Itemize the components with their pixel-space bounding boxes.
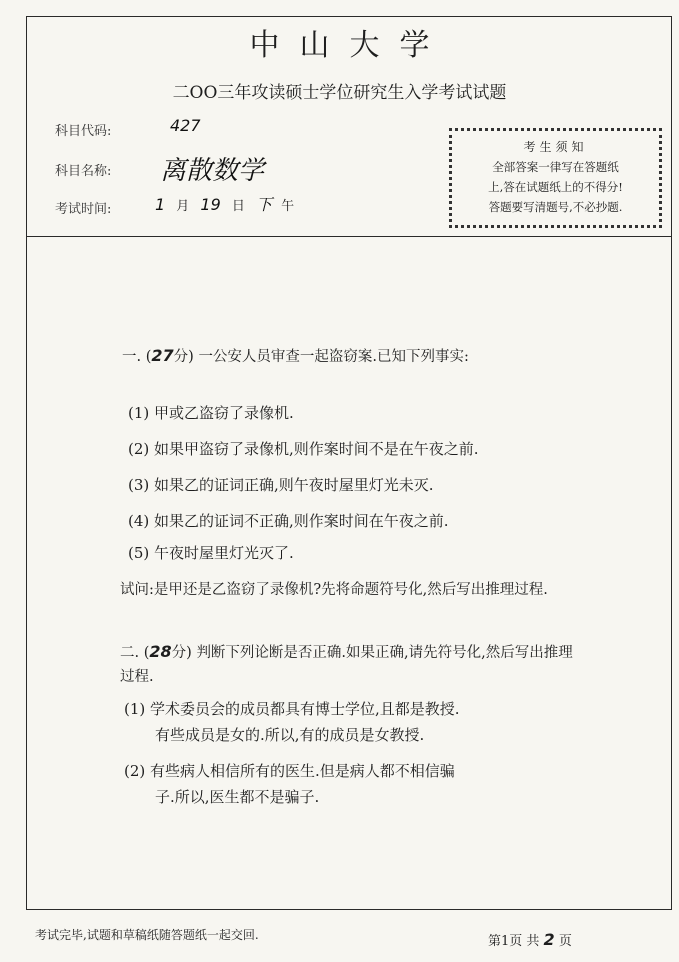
page-suffix: 页: [558, 934, 572, 949]
page-indicator: [488, 930, 572, 949]
exam-day-unit: 日: [231, 199, 245, 214]
question-2-item-line: (1) 学术委员会的成员都具有博士学位,且都是教授.: [124, 700, 460, 718]
question-number: 一.: [122, 349, 142, 365]
exam-day: 19: [200, 195, 221, 214]
question-1-item: (1) 甲或乙盗窃了录像机.: [128, 404, 294, 422]
exam-month: 1: [155, 195, 166, 214]
exam-month-unit: 月: [176, 199, 190, 214]
page-total: 2: [543, 930, 555, 949]
question-text: 一公安人员审查一起盗窃案.已知下列事实:: [198, 349, 469, 365]
question-2-stem: 二. (28分) 判断下列论断是否正确.如果正确,请先符号化,然后写出推理过程.: [120, 642, 573, 685]
exam-time-label: 考试时间:: [55, 202, 112, 217]
notice-line: 全部答案一律写在答题纸: [492, 160, 619, 174]
notice-line: 答题要写清题号,不必抄题.: [488, 200, 623, 214]
footer-note: 考试完毕,试题和草稿纸随答题纸一起交回.: [35, 928, 259, 942]
university-name: 中山大学: [249, 28, 450, 63]
question-1-item: (5) 午夜时屋里灯光灭了.: [128, 544, 294, 562]
question-2-item-line: (2) 有些病人相信所有的医生.但是病人都不相信骗: [124, 762, 455, 780]
candidate-notice: [449, 128, 662, 228]
question-1-stem: 一. (27分) 一公安人员审查一起盗窃案.已知下列事实:: [122, 346, 469, 365]
question-1-item: (4) 如果乙的证词不正确,则作案时间在午夜之前.: [128, 512, 449, 530]
score-unit: 分): [171, 645, 192, 661]
subject-name-label: 科目名称:: [55, 164, 112, 179]
notice-line: 上,答在试题纸上的不得分!: [488, 180, 623, 194]
exam-time-value: [155, 192, 294, 215]
subject-code-value: 427: [170, 116, 201, 135]
question-number: 二.: [120, 645, 140, 661]
page-prefix: 第1页 共: [488, 934, 540, 949]
question-1-item: (3) 如果乙的证词正确,则午夜时屋里灯光未灭.: [128, 476, 434, 494]
score-unit: 分): [173, 349, 194, 365]
question-1-ask: 试问:是甲还是乙盗窃了录像机?先将命题符号化,然后写出推理过程.: [120, 582, 548, 598]
header-divider: [26, 236, 672, 237]
question-2-item-line: 子.所以,医生都不是骗子.: [155, 788, 320, 806]
question-score: 27: [151, 346, 174, 365]
subject-name-value: 离散数学: [160, 156, 265, 186]
exam-half: 下: [255, 195, 272, 214]
exam-title: 二OO三年攻读硕士学位研究生入学考试试题: [172, 83, 507, 103]
exam-half-unit: 午: [281, 199, 295, 214]
question-2-item-line: 有些成员是女的.所以,有的成员是女教授.: [155, 726, 425, 744]
question-score: 28: [149, 642, 172, 661]
notice-title: 考生须知: [523, 140, 588, 154]
question-1-item: (2) 如果甲盗窃了录像机,则作案时间不是在午夜之前.: [128, 440, 479, 458]
question-text: 判断下列论断是否正确.如果正确,请先符号化,然后写出推理过程.: [120, 645, 573, 685]
subject-code-label: 科目代码:: [55, 124, 112, 139]
